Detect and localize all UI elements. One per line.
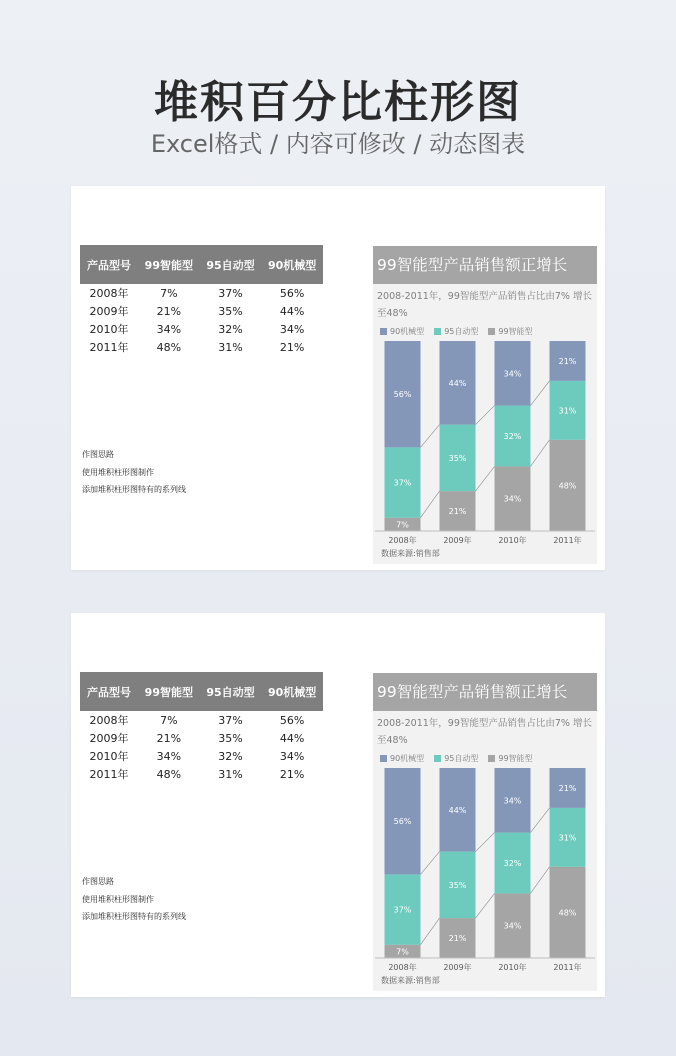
note-line: 作图思路 <box>82 877 114 886</box>
legend-item <box>434 326 478 337</box>
series-line <box>421 425 440 448</box>
legend-swatch-95 <box>434 755 441 762</box>
x-tick-label: 2008年 <box>388 963 417 972</box>
note-line: 添加堆积柱形图特有的系列线 <box>82 485 186 494</box>
table-row <box>80 302 323 320</box>
data-table <box>80 245 323 356</box>
table-cell: 21% <box>156 731 182 745</box>
table-cell: 31% <box>218 767 243 781</box>
table-cell: 32% <box>218 749 243 763</box>
chart-legend <box>380 753 533 764</box>
preview-card-1 <box>71 186 605 570</box>
table-cell: 34% <box>279 749 305 763</box>
page-title: 堆积百分比柱形图 <box>154 77 522 128</box>
data-label: 35% <box>448 880 467 890</box>
legend-item <box>380 326 424 337</box>
series-line <box>421 918 440 945</box>
data-label: 44% <box>448 805 467 815</box>
series-line <box>421 852 440 875</box>
data-label: 21% <box>558 783 577 793</box>
chart-source: 数据来源:销售部 <box>381 976 440 985</box>
table-header-cell: 90机械型 <box>261 245 323 284</box>
data-label: 37% <box>393 478 412 488</box>
data-label: 48% <box>558 481 577 491</box>
note-line: 使用堆积柱形图制作 <box>82 894 154 904</box>
chart-title: 99智能型产品销售额正增长 <box>373 246 597 284</box>
series-line <box>476 466 495 491</box>
table-cell: 37% <box>218 713 243 727</box>
series-line <box>476 833 495 852</box>
preview-card-2 <box>71 613 605 997</box>
x-tick-label: 2008年 <box>388 536 417 545</box>
legend-swatch-95 <box>434 328 441 335</box>
legend-label: 90机械型 <box>390 754 425 763</box>
chart-subtitle: 2008-2011年，99智能型产品销售占比由7% 增长至48% <box>377 718 592 746</box>
table-cell: 44% <box>279 304 305 318</box>
legend-item <box>380 753 424 764</box>
table-cell: 2008年 <box>89 287 129 300</box>
legend-item <box>488 753 532 764</box>
series-line <box>531 867 550 894</box>
data-label: 32% <box>503 432 522 441</box>
table-cell: 2011年 <box>89 768 129 781</box>
table-cell: 2008年 <box>89 714 129 727</box>
table-header-cell: 90机械型 <box>261 672 323 711</box>
data-label: 21% <box>558 356 577 366</box>
table-cell: 7% <box>160 286 178 300</box>
legend-item <box>434 753 478 764</box>
table-cell: 34% <box>156 749 182 763</box>
legend-swatch-90 <box>380 755 387 762</box>
legend-label: 99智能型 <box>498 754 533 763</box>
table-header-row <box>80 245 323 284</box>
x-tick-label: 2009年 <box>443 536 472 545</box>
data-label: 34% <box>503 921 522 931</box>
data-label: 7% <box>396 520 409 530</box>
data-label: 35% <box>448 453 467 463</box>
data-label: 21% <box>448 934 467 944</box>
table-row <box>80 338 323 356</box>
table-cell: 37% <box>218 286 243 300</box>
table-cell: 2011年 <box>89 341 129 354</box>
notes <box>82 446 186 499</box>
table-cell: 44% <box>279 731 305 745</box>
note-line: 添加堆积柱形图特有的系列线 <box>82 912 186 921</box>
x-tick-label: 2010年 <box>498 536 527 545</box>
data-label: 56% <box>393 817 412 827</box>
table-cell: 21% <box>279 767 305 781</box>
data-label: 34% <box>503 494 522 504</box>
table-cell: 56% <box>279 286 305 300</box>
data-label: 34% <box>503 796 522 806</box>
x-tick-label: 2011年 <box>553 536 582 545</box>
table-cell: 35% <box>218 731 243 745</box>
x-tick-label: 2010年 <box>498 963 527 972</box>
chart-source: 数据来源:销售部 <box>381 549 440 558</box>
table-cell: 2009年 <box>89 305 129 318</box>
legend-label: 90机械型 <box>390 327 425 336</box>
legend-label: 99智能型 <box>498 327 533 336</box>
table-cell: 7% <box>160 713 178 727</box>
data-label: 31% <box>558 833 577 843</box>
data-label: 48% <box>558 908 577 918</box>
chart-legend <box>380 326 533 337</box>
table-cell: 2010年 <box>89 750 129 763</box>
table-row <box>80 284 323 302</box>
table-row <box>80 747 323 765</box>
legend-item <box>488 326 532 337</box>
table-row <box>80 765 323 783</box>
table-cell: 48% <box>156 340 182 354</box>
x-tick-label: 2009年 <box>443 963 472 972</box>
table-cell: 34% <box>156 322 182 336</box>
data-label: 56% <box>393 390 412 400</box>
chart-panel <box>373 673 597 991</box>
series-line <box>531 808 550 833</box>
series-line <box>476 406 495 425</box>
data-label: 32% <box>503 859 522 868</box>
table-cell: 35% <box>218 304 243 318</box>
table-row <box>80 729 323 747</box>
table-cell: 21% <box>279 340 305 354</box>
x-tick-label: 2011年 <box>553 963 582 972</box>
data-label: 31% <box>558 406 577 416</box>
table-header-cell: 99智能型 <box>138 672 200 711</box>
series-line <box>476 893 495 918</box>
table-cell: 34% <box>279 322 305 336</box>
chart-subtitle: 2008-2011年，99智能型产品销售占比由7% 增长至48% <box>377 291 592 319</box>
table-row <box>80 711 323 729</box>
table-header-cell: 产品型号 <box>80 672 138 711</box>
table-cell: 32% <box>218 322 243 336</box>
legend-swatch-99 <box>488 755 495 762</box>
note-line: 作图思路 <box>82 450 114 459</box>
chart-panel <box>373 246 597 564</box>
legend-swatch-90 <box>380 328 387 335</box>
data-label: 37% <box>393 905 412 915</box>
table-header-cell: 99智能型 <box>138 245 200 284</box>
table-row <box>80 320 323 338</box>
legend-label: 95自动型 <box>444 327 479 336</box>
notes <box>82 873 186 926</box>
table-cell: 56% <box>279 713 305 727</box>
data-table <box>80 672 323 783</box>
table-header-row <box>80 672 323 711</box>
table-cell: 21% <box>156 304 182 318</box>
data-label: 34% <box>503 369 522 379</box>
table-header-cell: 产品型号 <box>80 245 138 284</box>
table-cell: 48% <box>156 767 182 781</box>
data-label: 21% <box>448 507 467 517</box>
data-label: 7% <box>396 947 409 957</box>
page-subtitle: Excel格式 / 内容可修改 / 动态图表 <box>150 130 526 158</box>
data-label: 44% <box>448 378 467 388</box>
legend-label: 95自动型 <box>444 754 479 763</box>
table-header-cell: 95自动型 <box>200 245 262 284</box>
table-header-cell: 95自动型 <box>200 672 262 711</box>
series-line <box>531 381 550 406</box>
table-cell: 2009年 <box>89 732 129 745</box>
legend-swatch-99 <box>488 328 495 335</box>
note-line: 使用堆积柱形图制作 <box>82 467 154 477</box>
series-line <box>421 491 440 518</box>
table-cell: 2010年 <box>89 323 129 336</box>
series-line <box>531 440 550 467</box>
chart-title: 99智能型产品销售额正增长 <box>373 673 597 711</box>
table-cell: 31% <box>218 340 243 354</box>
